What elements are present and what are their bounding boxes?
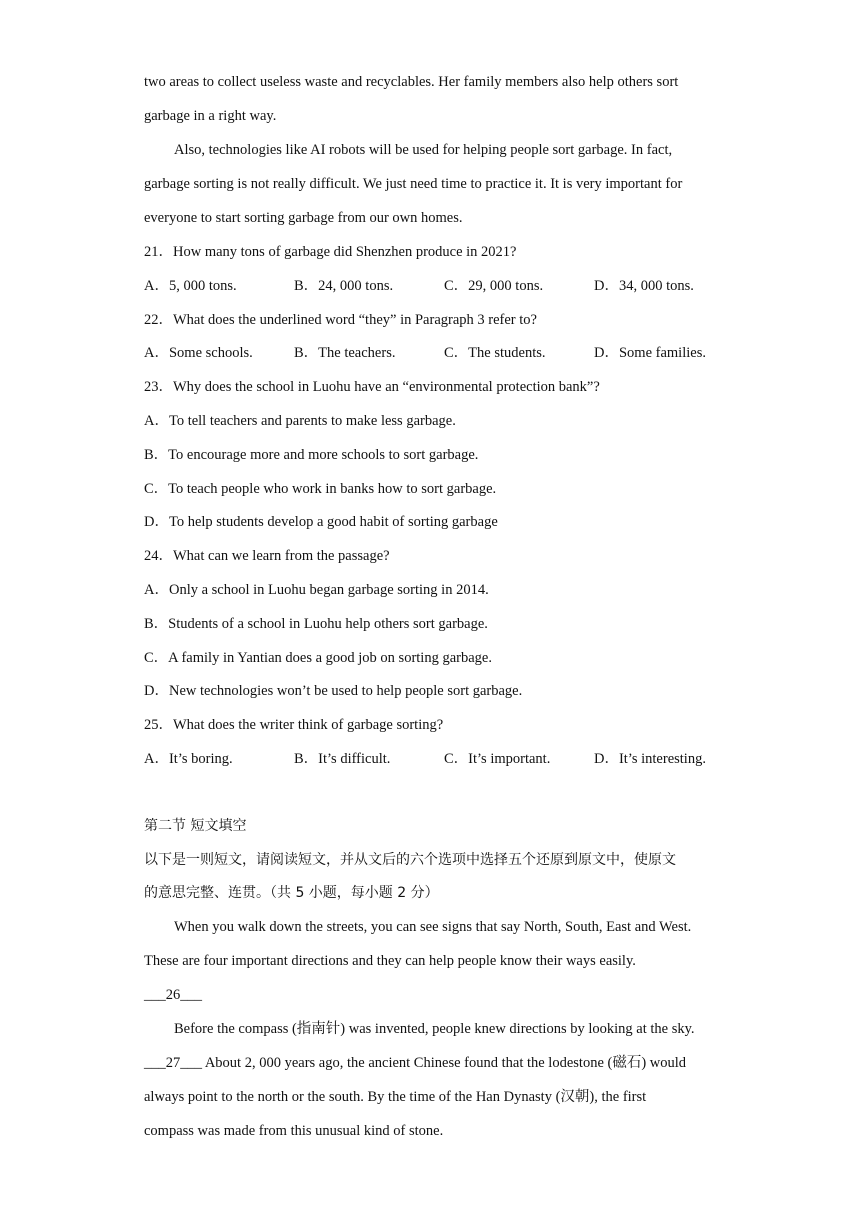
option-d: D．To help students develop a good habit of sorting garbage [144, 514, 498, 530]
option-b: B．The teachers. [294, 345, 396, 361]
option-c: C．To teach people who work in banks how to sort garbage. [144, 481, 497, 497]
option-a: A．Only a school in Luohu began garbage sorting in 2014. [144, 582, 489, 598]
question-options-25 [144, 749, 724, 769]
option-a: A．It’s boring. [144, 751, 233, 767]
question-options-21 [144, 276, 724, 296]
section-instruction: 以下是一则短文，请阅读短文，并从文后的六个选项中选择五个还原到原文中，使原文 [144, 852, 676, 868]
passage-line: everyone to start sorting garbage from our own homes. [144, 210, 463, 226]
section-instruction: 的意思完整、连贯。（共 5 小题，每小题 2 分） [144, 885, 439, 901]
passage-line: garbage sorting is not really difficult. We just need time to practice it. It is very important for [144, 176, 683, 192]
passage-line: Before the compass (指南针) was invented, people knew directions by looking at the sky. [174, 1021, 695, 1037]
passage-line: garbage in a right way. [144, 108, 277, 124]
option-c: C．A family in Yantian does a good job on sorting garbage. [144, 650, 492, 666]
option-b: B．It’s difficult. [294, 751, 391, 767]
question-stem-24: 24．What can we learn from the passage? [144, 548, 390, 564]
option-a: A．5, 000 tons. [144, 278, 237, 294]
option-c: C．The students. [444, 345, 546, 361]
option-d: D．New technologies won’t be used to help people sort garbage. [144, 683, 523, 699]
option-b: B．To encourage more and more schools to sort garbage. [144, 447, 479, 463]
passage-line: When you walk down the streets, you can see signs that say North, South, East and West. [174, 919, 692, 935]
option-a: A．To tell teachers and parents to make less garbage. [144, 413, 456, 429]
passage-text: About 2, 000 years ago, the ancient Chinese found that the lodestone (磁石) would [202, 1055, 687, 1071]
passage-line: always point to the north or the south. By the time of the Han Dynasty (汉朝), the first [144, 1089, 647, 1105]
question-stem-25: 25．What does the writer think of garbage sorting? [144, 717, 444, 733]
question-stem-22: 22．What does the underlined word “they” in Paragraph 3 refer to? [144, 312, 537, 328]
blank-26: ___26___ [144, 987, 202, 1003]
passage-line: These are four important directions and they can help people know their ways easily. [144, 953, 636, 969]
option-b: B．24, 000 tons. [294, 278, 394, 294]
option-a: A．Some schools. [144, 345, 253, 361]
passage-line: compass was made from this unusual kind of stone. [144, 1123, 444, 1139]
question-options-22 [144, 343, 724, 363]
passage-line: two areas to collect useless waste and recyclables. Her family members also help others sort [144, 74, 679, 90]
blank-27: ___27___ [144, 1055, 202, 1071]
section-heading: 第二节 短文填空 [144, 818, 247, 834]
option-c: C．29, 000 tons. [444, 278, 544, 294]
passage-line: Also, technologies like AI robots will be used for helping people sort garbage. In fact, [174, 142, 673, 158]
question-stem-21: 21．How many tons of garbage did Shenzhen produce in 2021? [144, 244, 517, 260]
option-d: D．Some families. [594, 345, 706, 361]
option-c: C．It’s important. [444, 751, 551, 767]
option-b: B．Students of a school in Luohu help others sort garbage. [144, 616, 488, 632]
option-d: D．34, 000 tons. [594, 278, 694, 294]
question-stem-23: 23．Why does the school in Luohu have an “environmental protection bank”? [144, 379, 600, 395]
passage-line [144, 1053, 686, 1073]
option-d: D．It’s interesting. [594, 751, 706, 767]
